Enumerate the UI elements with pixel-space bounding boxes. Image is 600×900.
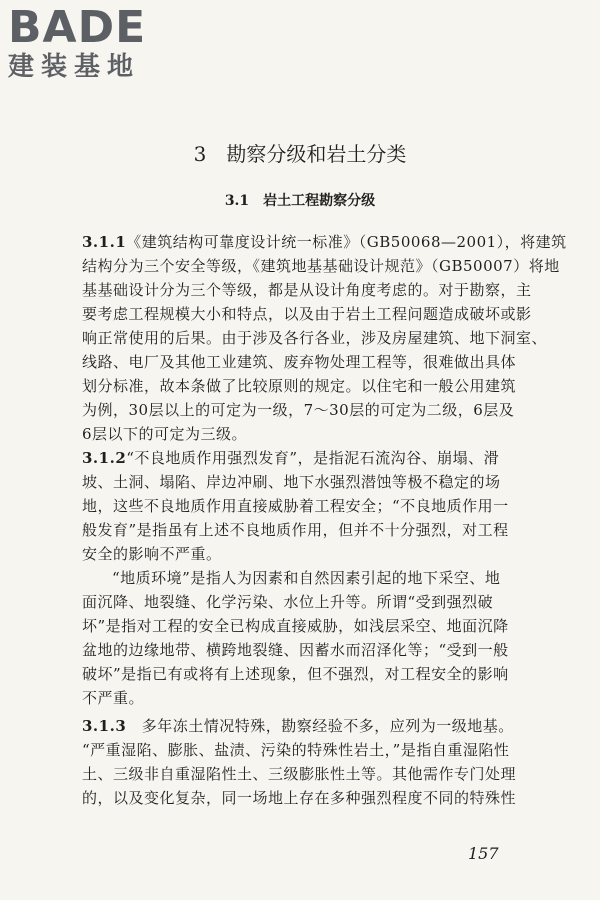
- paragraph-line: 要考虑工程规模大小和特点，以及由于岩土工程问题造成破坏或影: [82, 305, 532, 323]
- paragraph-line: 面沉降、地裂缝、化学污染、水位上升等。所谓“受到强烈破: [82, 593, 494, 611]
- paragraph-text: “不良地质作用强烈发育”，是指泥石流沟谷、崩塌、滑: [126, 449, 500, 467]
- paragraph-text: 《建筑结构可靠度设计统一标准》（GB50068—2001），将建筑: [126, 233, 567, 251]
- paragraph-line: 坡、土洞、塌陷、岸边冲刷、地下水强烈潜蚀等极不稳定的场: [82, 473, 501, 491]
- clause-number: 3.1.2: [82, 449, 127, 467]
- paragraph-line: 般发育”是指虽有上述不良地质作用，但并不十分强烈，对工程: [82, 521, 509, 539]
- page-number: 157: [468, 844, 499, 863]
- body-text: [82, 230, 567, 810]
- paragraph-text: 多年冻土情况特殊，勘察经验不多，应列为一级地基。: [126, 717, 514, 735]
- clause-number: 3.1.3: [82, 717, 127, 735]
- paragraph-line: 不严重。: [82, 689, 145, 707]
- paragraph-line: 盆地的边缘地带、横跨地裂缝、因蓄水而沼泽化等；“受到一般: [82, 641, 509, 659]
- paragraph-line: 地，这些不良地质作用直接威胁着工程安全；“不良地质作用一: [82, 497, 509, 515]
- paragraph-line: 安全的影响不严重。: [82, 545, 222, 563]
- paragraph-line: 为例，30层以上的可定为一级，7～30层的可定为二级，6层及: [82, 401, 515, 419]
- paragraph-line: “地质环境”是指人为因素和自然因素引起的地下采空、地: [112, 569, 501, 587]
- bade-logo: [8, 2, 147, 82]
- logo-subtitle: 建装基地: [8, 52, 141, 82]
- paragraph-line: 坏”是指对工程的安全已构成直接威胁，如浅层采空、地面沉降: [82, 617, 509, 635]
- paragraph-line: 基基础设计分为三个等级，都是从设计角度考虑的。对于勘察，主: [82, 281, 532, 299]
- paragraph-line: 破坏”是指已有或将有上述现象，但不强烈，对工程安全的影响: [82, 665, 509, 683]
- paragraph-line: 的，以及变化复杂，同一场地上存在多种强烈程度不同的特殊性: [82, 789, 517, 807]
- paragraph-line: [82, 714, 522, 738]
- paragraph-line: 土、三级非自重湿陷性土、三级膨胀性土等。其他需作专门处理: [82, 765, 517, 783]
- paragraph-line: 响正常使用的后果。由于涉及各行各业，涉及房屋建筑、地下洞室、: [82, 329, 548, 347]
- paragraph-line: 划分标准，故本条做了比较原则的规定。以住宅和一般公用建筑: [82, 377, 517, 395]
- chapter-heading: 3 勘察分级和岩土分类: [193, 142, 407, 166]
- logo-wordmark: BADE: [8, 2, 147, 53]
- paragraph-line: [82, 230, 567, 254]
- paragraph-line: 结构分为三个安全等级，《建筑地基基础设计规范》（GB50007）将地: [82, 257, 560, 275]
- section-heading: 3.1 岩土工程勘察分级: [224, 193, 376, 209]
- clause-number: 3.1.1: [82, 233, 127, 251]
- paragraph-line: 线路、电厂及其他工业建筑、废弃物处理工程等，很难做出具体: [82, 353, 517, 371]
- paragraph-line: 6层以下的可定为三级。: [82, 425, 248, 443]
- paragraph-line: “严重湿陷、膨胀、盐渍、污染的特殊性岩土，”是指自重湿陷性: [82, 741, 510, 759]
- paragraph-line: [82, 446, 522, 470]
